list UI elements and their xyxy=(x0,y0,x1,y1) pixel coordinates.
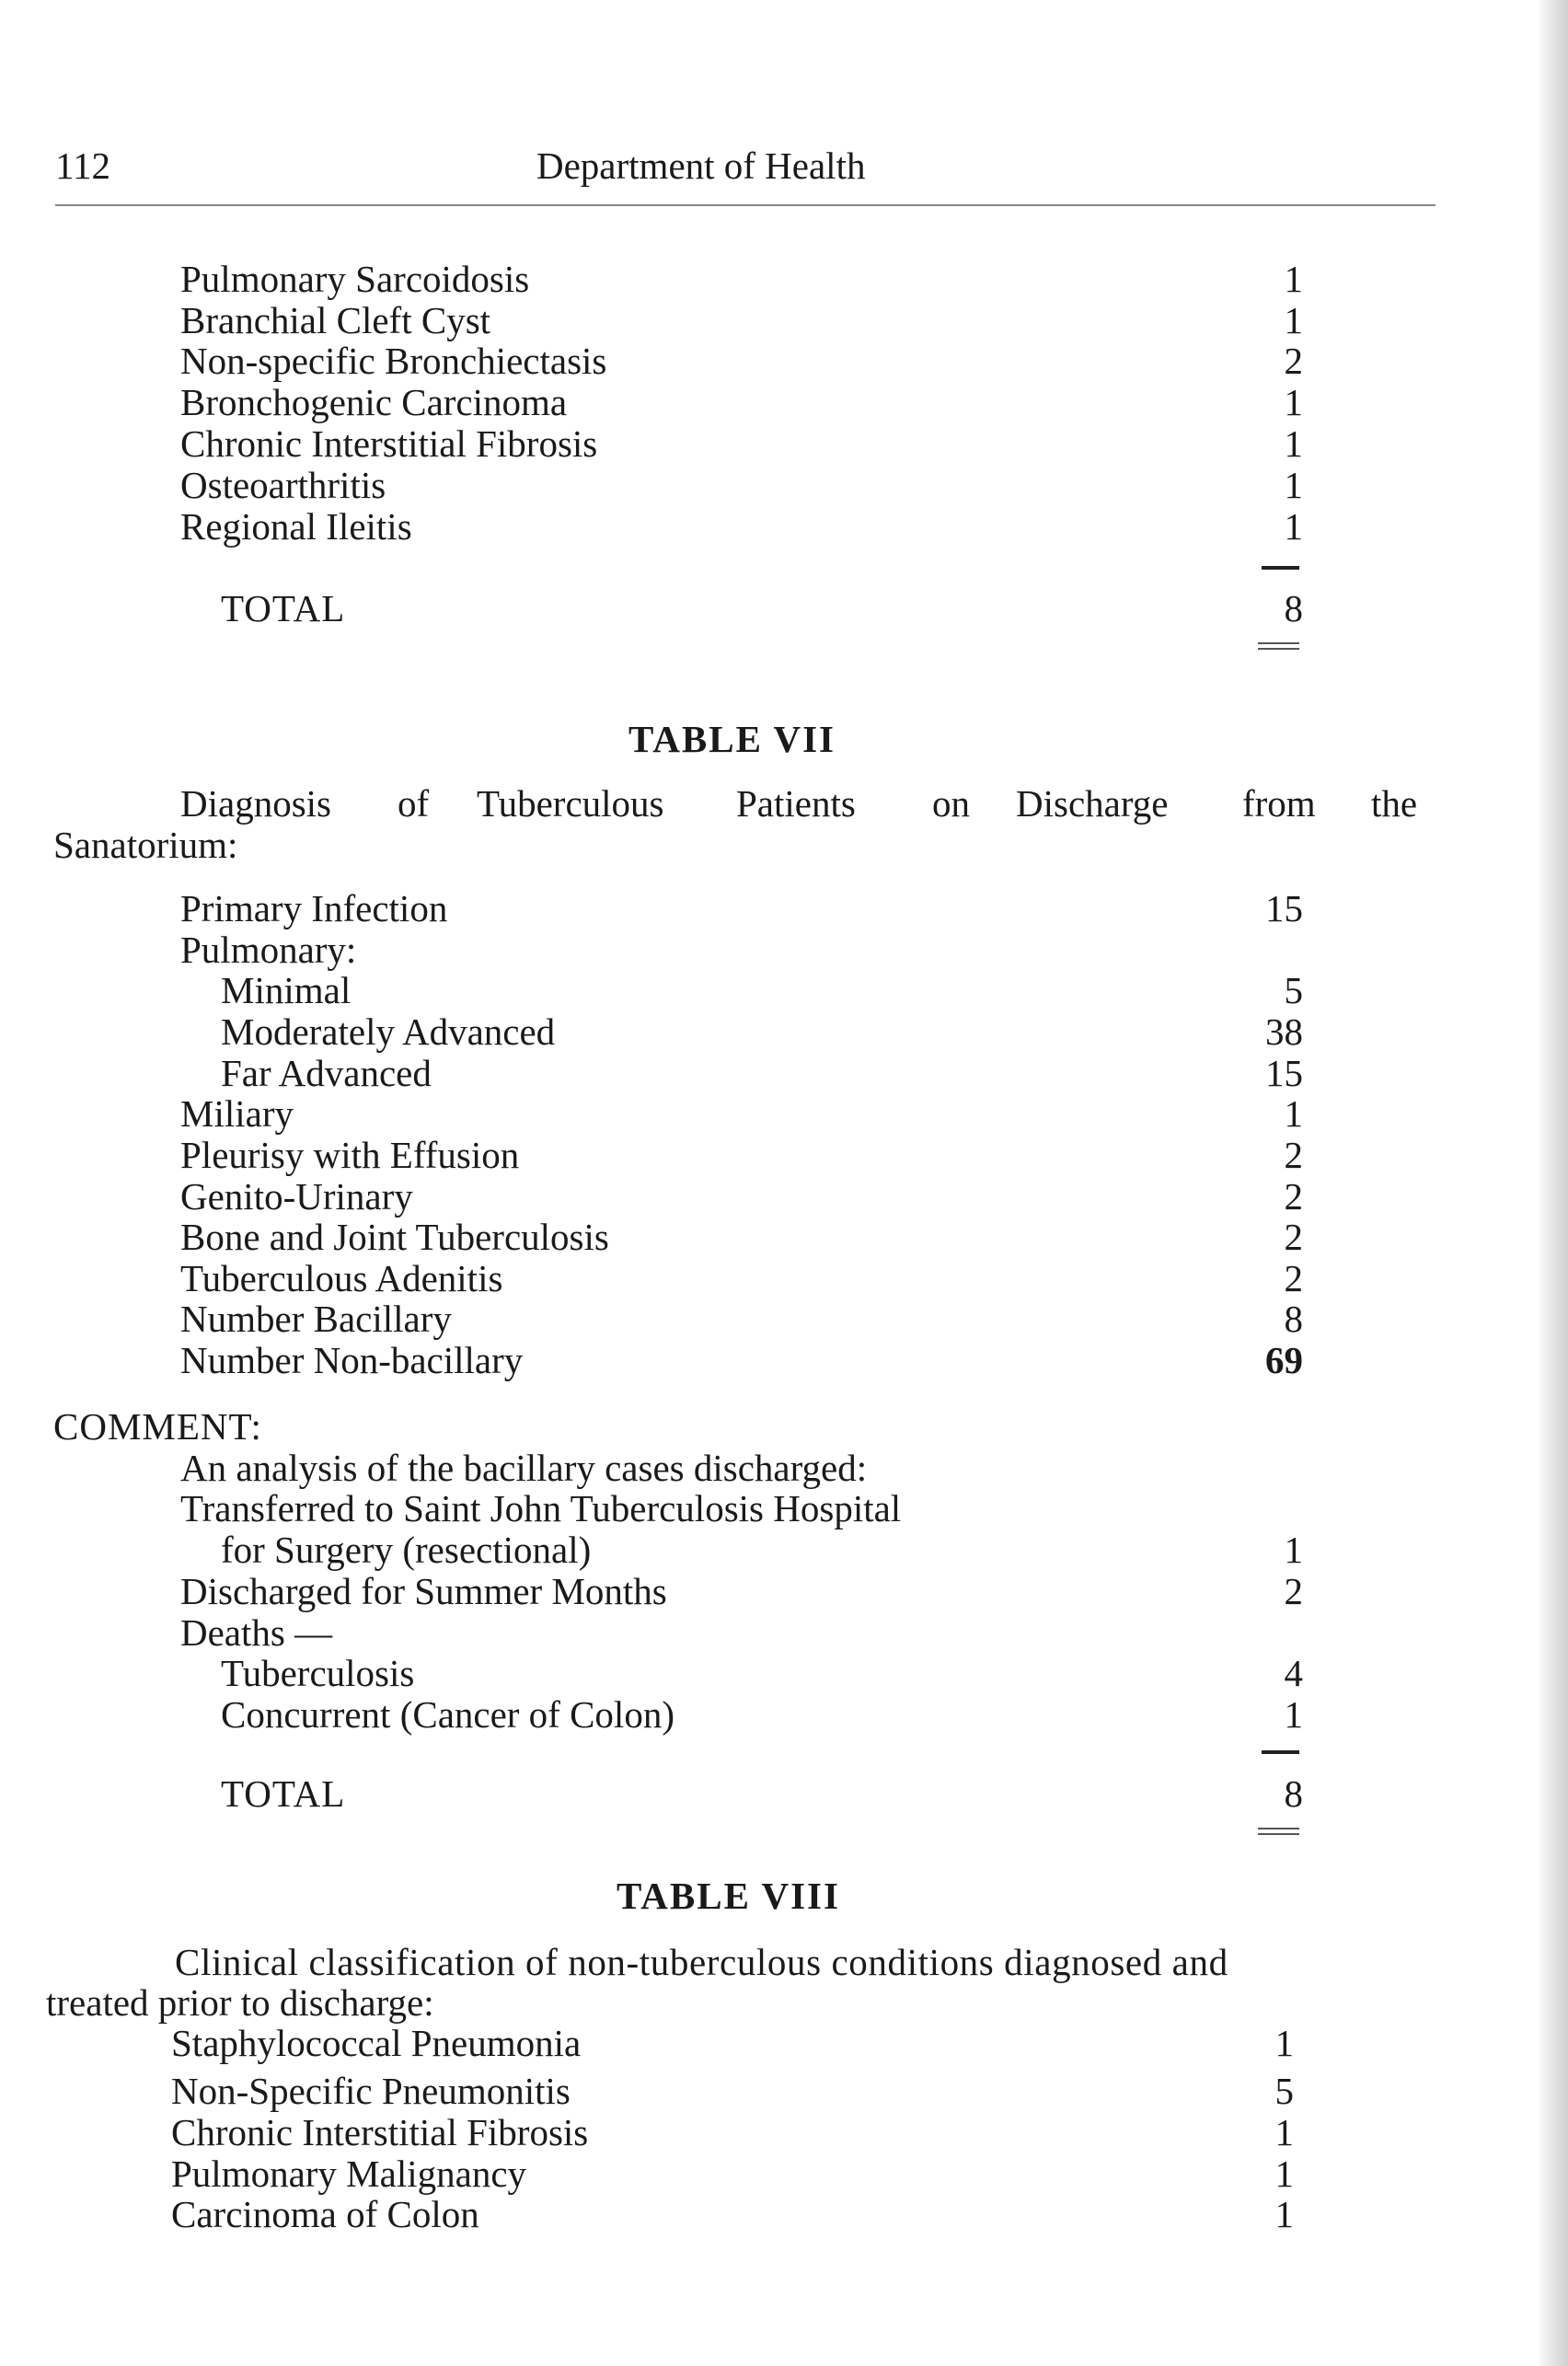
table-row-value: 38 xyxy=(1265,1010,1303,1053)
subtotal-rule xyxy=(1262,1750,1299,1754)
comment-row-label: Discharged for Summer Months xyxy=(180,1570,667,1612)
intro-word: of xyxy=(398,782,430,825)
comment-row-label: Tuberculosis xyxy=(221,1652,415,1694)
comment-heading: COMMENT: xyxy=(53,1405,262,1448)
table-row-value: 2 xyxy=(1284,1134,1303,1176)
table-heading: TABLE VII xyxy=(628,718,836,760)
table-row-label: Pulmonary: xyxy=(180,929,357,971)
table-row-value: 1 xyxy=(1274,2111,1294,2153)
table-row-label: Minimal xyxy=(221,969,352,1011)
total-double-rule xyxy=(1258,1828,1299,1829)
table-row-value: 1 xyxy=(1274,2152,1294,2195)
table-row-label: Number Bacillary xyxy=(180,1298,452,1340)
intro-word: on xyxy=(932,782,970,825)
table-row-value: 1 xyxy=(1284,422,1303,465)
comment-row-label: for Surgery (resectional) xyxy=(221,1529,592,1571)
table-row-label: Non-Specific Pneumonitis xyxy=(171,2070,571,2112)
total-value: 8 xyxy=(1284,587,1303,629)
table-row-label: Bronchogenic Carcinoma xyxy=(180,381,568,423)
table-row-label: Pleurisy with Effusion xyxy=(180,1134,520,1176)
intro-word: from xyxy=(1242,782,1316,825)
table-row-value: 1 xyxy=(1284,299,1303,341)
page-number: 112 xyxy=(55,144,110,187)
table-row-value: 2 xyxy=(1284,340,1303,382)
table-row-label: Tuberculous Adenitis xyxy=(180,1257,503,1299)
table-row-value: 1 xyxy=(1284,464,1303,506)
intro-word: Tuberculous xyxy=(477,782,664,825)
table-row-label: Staphylococcal Pneumonia xyxy=(171,2022,582,2064)
intro-word: Patients xyxy=(736,782,856,825)
table-row-label: Pulmonary Sarcoidosis xyxy=(180,258,530,300)
table-row-value: 15 xyxy=(1265,1052,1303,1094)
table-row-label: Far Advanced xyxy=(221,1052,432,1094)
comment-row-label: Deaths — xyxy=(180,1611,333,1654)
subtotal-rule xyxy=(1262,566,1299,570)
table-row-value: 1 xyxy=(1284,505,1303,548)
total-double-rule xyxy=(1258,642,1299,644)
comment-row-value: 4 xyxy=(1284,1652,1303,1694)
intro-word: Discharge xyxy=(1016,782,1169,825)
intro-text: Clinical classification of non-tuberculous conditions diagnosed and xyxy=(175,1941,1228,1983)
table-row-label: Miliary xyxy=(180,1092,294,1135)
table-row-label: Pulmonary Malignancy xyxy=(171,2152,527,2195)
total-value: 8 xyxy=(1284,1772,1303,1815)
total-label: TOTAL xyxy=(221,587,346,629)
table-row-label: Chronic Interstitial Fibrosis xyxy=(180,422,598,465)
table-row-value: 1 xyxy=(1284,258,1303,300)
total-double-rule xyxy=(1258,648,1299,650)
table-row-value: 5 xyxy=(1274,2070,1294,2112)
table-row-value: 8 xyxy=(1284,1298,1303,1340)
table-row-label: Branchial Cleft Cyst xyxy=(180,299,491,341)
page-edge-shadow xyxy=(1537,0,1568,2366)
intro-word: the xyxy=(1371,782,1418,825)
table-row-label: Osteoarthritis xyxy=(180,464,386,506)
table-row-value: 5 xyxy=(1284,969,1303,1011)
table-row-label: Carcinoma of Colon xyxy=(171,2193,479,2235)
comment-row-label: Transferred to Saint John Tuberculosis Hospital xyxy=(180,1487,902,1529)
comment-row-value: 2 xyxy=(1284,1570,1303,1612)
table-row-label: Moderately Advanced xyxy=(221,1010,556,1053)
table-row-value: 2 xyxy=(1284,1216,1303,1258)
table-row-label: Regional Ileitis xyxy=(180,505,412,548)
table-row-value: 2 xyxy=(1284,1257,1303,1299)
table-row-label: Genito-Urinary xyxy=(180,1175,413,1218)
comment-row-label: Concurrent (Cancer of Colon) xyxy=(221,1693,674,1736)
table-row-value: 1 xyxy=(1274,2022,1294,2064)
intro-word: Diagnosis xyxy=(180,782,331,825)
comment-row-value: 1 xyxy=(1284,1529,1303,1571)
page-title: Department of Health xyxy=(536,144,866,187)
table-row-value: 1 xyxy=(1284,1092,1303,1135)
table-row-label: Bone and Joint Tuberculosis xyxy=(180,1216,609,1258)
total-double-rule xyxy=(1258,1833,1299,1835)
comment-row-value: 1 xyxy=(1284,1693,1303,1736)
comment-row-label: An analysis of the bacillary cases discharged: xyxy=(180,1447,868,1489)
table-row-label: Chronic Interstitial Fibrosis xyxy=(171,2111,589,2153)
header-rule xyxy=(55,204,1435,206)
total-label: TOTAL xyxy=(221,1772,346,1815)
table-heading: TABLE VIII xyxy=(617,1875,840,1917)
table-row-label: Number Non-bacillary xyxy=(180,1339,524,1381)
table-row-label: Primary Infection xyxy=(180,887,448,929)
table-row-label: Non-specific Bronchiectasis xyxy=(180,340,607,382)
table-row-value: 2 xyxy=(1284,1175,1303,1218)
table-row-value: 1 xyxy=(1284,381,1303,423)
table-row-value: 69 xyxy=(1265,1339,1303,1381)
intro-text: Sanatorium: xyxy=(53,824,238,866)
table-row-value: 15 xyxy=(1265,887,1303,929)
intro-text: treated prior to discharge: xyxy=(46,1981,434,2024)
table-row-value: 1 xyxy=(1274,2193,1294,2235)
